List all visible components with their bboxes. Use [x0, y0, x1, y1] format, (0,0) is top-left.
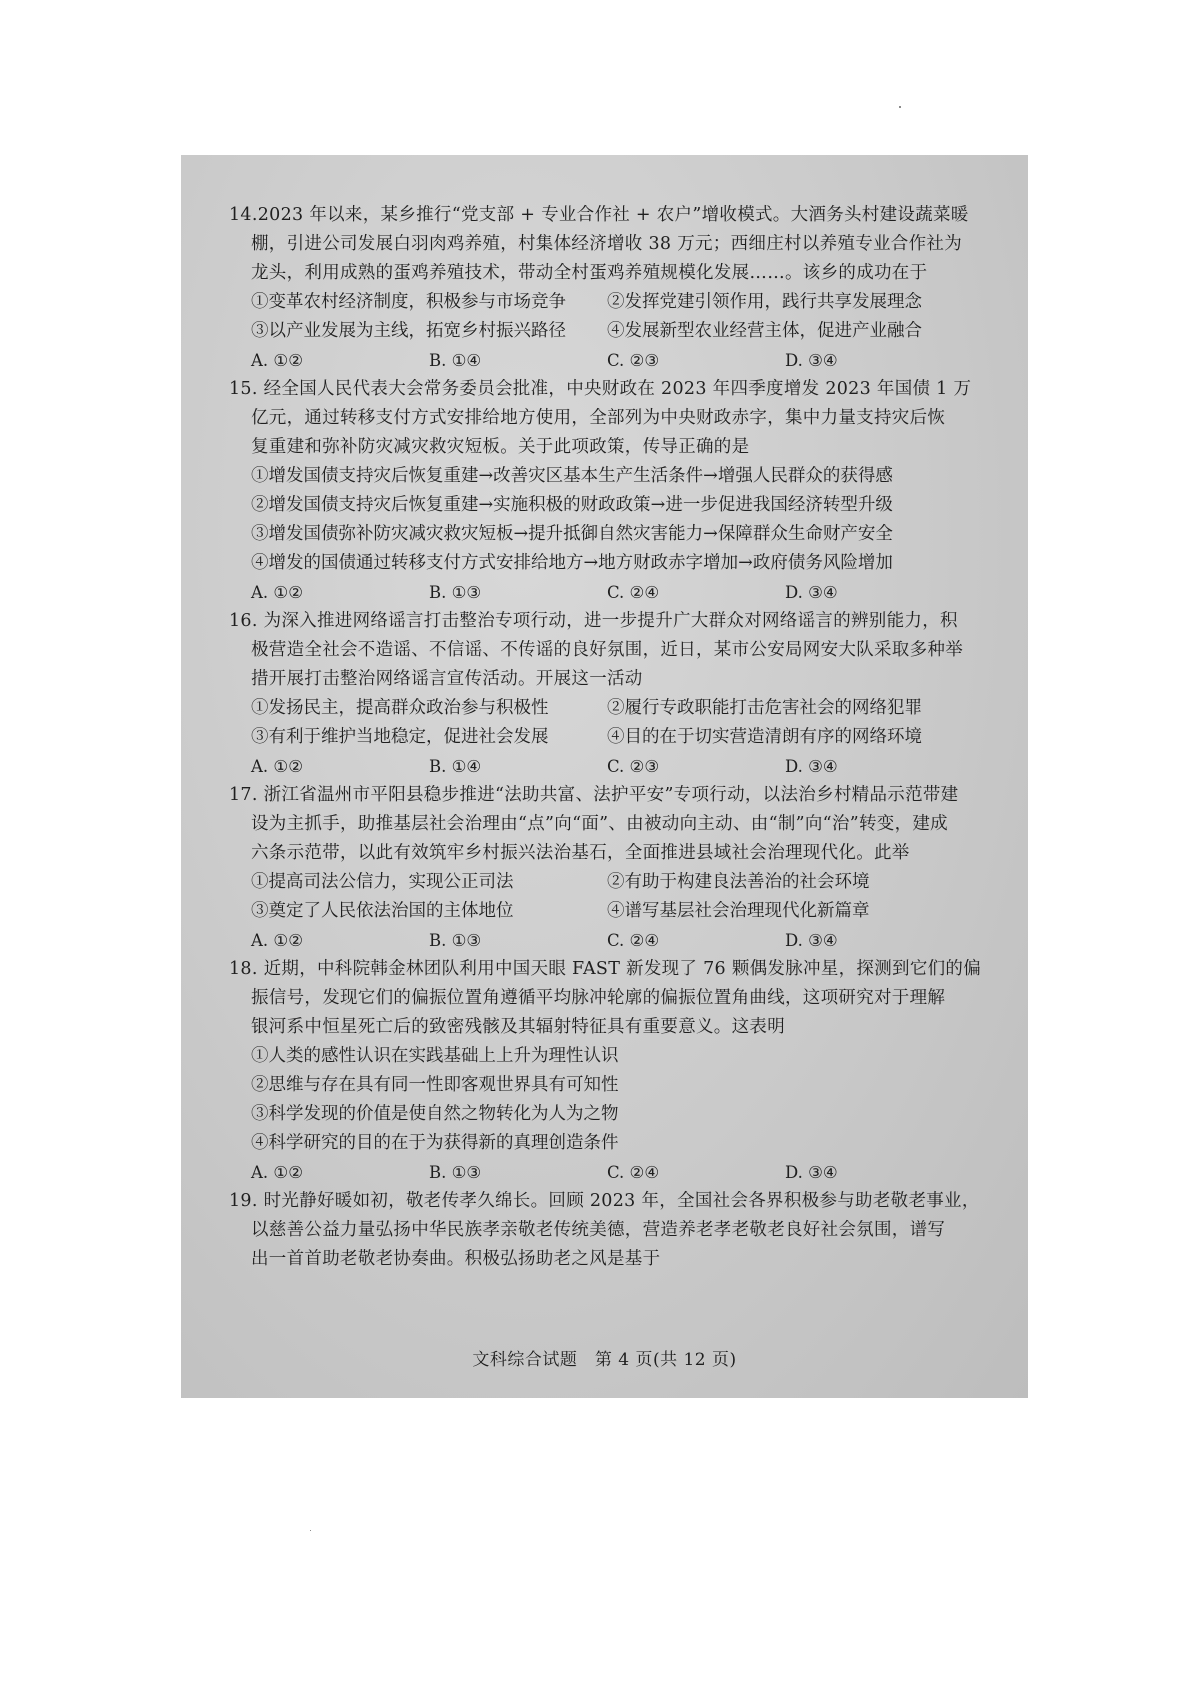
option-statement: ①提高司法公信力，实现公正司法	[251, 872, 514, 892]
question-stem-line: 棚，引进公司发展白羽肉鸡养殖，村集体经济增收 38 万元；西细庄村以养殖专业合作社为	[251, 234, 962, 254]
answer-choice: A. ①②	[251, 1163, 303, 1182]
answer-choices	[229, 1158, 963, 1187]
answer-choice: C. ②④	[607, 931, 660, 950]
option-statement: ④增发的国债通过转移支付方式安排给地方→地方财政赤字增加→政府债务风险增加	[251, 553, 893, 573]
question-block	[229, 375, 972, 607]
questions-area	[229, 201, 982, 1274]
exam-page-photo	[181, 155, 1028, 1398]
question-stem-line: 设为主抓手，助推基层社会治理由“点”向“面”、由被动向主动、由“制”向“治”转变，建成	[251, 814, 948, 834]
answer-choices	[229, 752, 963, 781]
answer-choice: C. ②③	[607, 757, 660, 776]
question-stem-first-line: 14.2023 年以来，某乡推行“党支部 + 专业合作社 + 农户”增收模式。大酒务头村建设蔬菜暖	[229, 205, 969, 225]
option-statement: ②履行专政职能打击危害社会的网络犯罪	[607, 698, 922, 718]
option-statement: ②增发国债支持灾后恢复重建→实施积极的财政政策→进一步促进我国经济转型升级	[251, 495, 893, 515]
answer-choice: C. ②④	[607, 1163, 660, 1182]
option-row	[229, 317, 963, 346]
question-stem-line: 复重建和弥补防灾减灾救灾短板。关于此项政策，传导正确的是	[251, 437, 750, 457]
option-statement: ③有利于维护当地稳定，促进社会发展	[251, 727, 549, 747]
question-block	[229, 607, 963, 781]
question-stem-first-line: 17. 浙江省温州市平阳县稳步推进“法助共富、法护平安”专项行动，以法治乡村精品示范带建	[229, 785, 959, 805]
answer-choice: B. ①③	[429, 931, 482, 950]
scan-speck	[899, 106, 901, 108]
answer-choice: C. ②④	[607, 583, 660, 602]
question-stem-line: 以慈善公益力量弘扬中华民族孝亲敬老传统美德，营造养老孝老敬老良好社会氛围，谱写	[251, 1220, 946, 1240]
question-block	[229, 781, 963, 955]
page-footer: 文科综合试题 第 4 页(共 12 页)	[472, 1350, 737, 1370]
question-block	[229, 201, 969, 375]
answer-choice: C. ②③	[607, 351, 660, 370]
option-statement: ③增发国债弥补防灾减灾救灾短板→提升抵御自然灾害能力→保障群众生命财产安全	[251, 524, 893, 544]
answer-choice: D. ③④	[785, 931, 838, 950]
question-stem-line: 亿元，通过转移支付方式安排给地方使用，全部列为中央财政赤字，集中力量支持灾后恢	[251, 408, 946, 428]
option-row	[229, 288, 963, 317]
answer-choice: B. ①③	[429, 1163, 482, 1182]
answer-choice: A. ①②	[251, 757, 303, 776]
answer-choices	[229, 926, 963, 955]
answer-choices	[229, 346, 963, 375]
answer-choice: D. ③④	[785, 1163, 838, 1182]
option-row	[229, 897, 963, 926]
option-statement: ②有助于构建良法善治的社会环境	[607, 872, 870, 892]
answer-choice: B. ①④	[429, 757, 482, 776]
question-stem-first-line: 19. 时光静好暖如初，敬老传孝久绵长。回顾 2023 年，全国社会各界积极参与助老敬老事业，	[229, 1191, 980, 1211]
option-statement: ④谱写基层社会治理现代化新篇章	[607, 901, 870, 921]
option-statement: ④科学研究的目的在于为获得新的真理创造条件	[251, 1133, 619, 1153]
answer-choice: A. ①②	[251, 583, 303, 602]
question-stem-first-line: 15. 经全国人民代表大会常务委员会批准，中央财政在 2023 年四季度增发 2023 年国债 1 万	[229, 379, 972, 399]
option-statement: ①增发国债支持灾后恢复重建→改善灾区基本生产生活条件→增强人民群众的获得感	[251, 466, 893, 486]
answer-choice: A. ①②	[251, 931, 303, 950]
question-stem-line: 龙头，利用成熟的蛋鸡养殖技术，带动全村蛋鸡养殖规模化发展……。该乡的成功在于	[251, 263, 928, 283]
option-statement: ④发展新型农业经营主体，促进产业融合	[607, 321, 922, 341]
scan-speck	[310, 1530, 311, 1531]
answer-choices	[229, 578, 963, 607]
option-row	[229, 694, 963, 723]
question-stem-line: 银河系中恒星死亡后的致密残骸及其辐射特征具有重要意义。这表明	[251, 1017, 785, 1037]
question-block	[229, 955, 982, 1187]
answer-choice: D. ③④	[785, 757, 838, 776]
question-stem-first-line: 18. 近期，中科院韩金林团队利用中国天眼 FAST 新发现了 76 颗偶发脉冲星，探测到它们的偏	[229, 959, 982, 979]
question-stem-line: 极营造全社会不造谣、不信谣、不传谣的良好氛围，近日，某市公安局网安大队采取多种举	[251, 640, 963, 660]
option-statement: ②发挥党建引领作用，践行共享发展理念	[607, 292, 922, 312]
question-stem-line: 六条示范带，以此有效筑牢乡村振兴法治基石，全面推进县域社会治理现代化。此举	[251, 843, 910, 863]
option-statement: ④目的在于切实营造清朗有序的网络环境	[607, 727, 922, 747]
option-statement: ①发扬民主，提高群众政治参与积极性	[251, 698, 549, 718]
answer-choice: D. ③④	[785, 583, 838, 602]
answer-choice: A. ①②	[251, 351, 303, 370]
answer-choice: B. ①③	[429, 583, 482, 602]
question-stem-line: 振信号，发现它们的偏振位置角遵循平均脉冲轮廓的偏振位置角曲线，这项研究对于理解	[251, 988, 946, 1008]
option-statement: ①变革农村经济制度，积极参与市场竞争	[251, 292, 566, 312]
question-stem-line: 措开展打击整治网络谣言宣传活动。开展这一活动	[251, 669, 643, 689]
option-statement: ①人类的感性认识在实践基础上上升为理性认识	[251, 1046, 619, 1066]
option-statement: ③科学发现的价值是使自然之物转化为人为之物	[251, 1104, 619, 1124]
question-stem-line: 出一首首助老敬老协奏曲。积极弘扬助老之风是基于	[251, 1249, 661, 1269]
option-row	[229, 868, 963, 897]
answer-choice: D. ③④	[785, 351, 838, 370]
option-row	[229, 723, 963, 752]
question-block	[229, 1187, 980, 1274]
option-statement: ③奠定了人民依法治国的主体地位	[251, 901, 514, 921]
option-statement: ③以产业发展为主线，拓宽乡村振兴路径	[251, 321, 566, 341]
question-stem-first-line: 16. 为深入推进网络谣言打击整治专项行动，进一步提升广大群众对网络谣言的辨别能力，积	[229, 611, 958, 631]
option-statement: ②思维与存在具有同一性即客观世界具有可知性	[251, 1075, 619, 1095]
answer-choice: B. ①④	[429, 351, 482, 370]
